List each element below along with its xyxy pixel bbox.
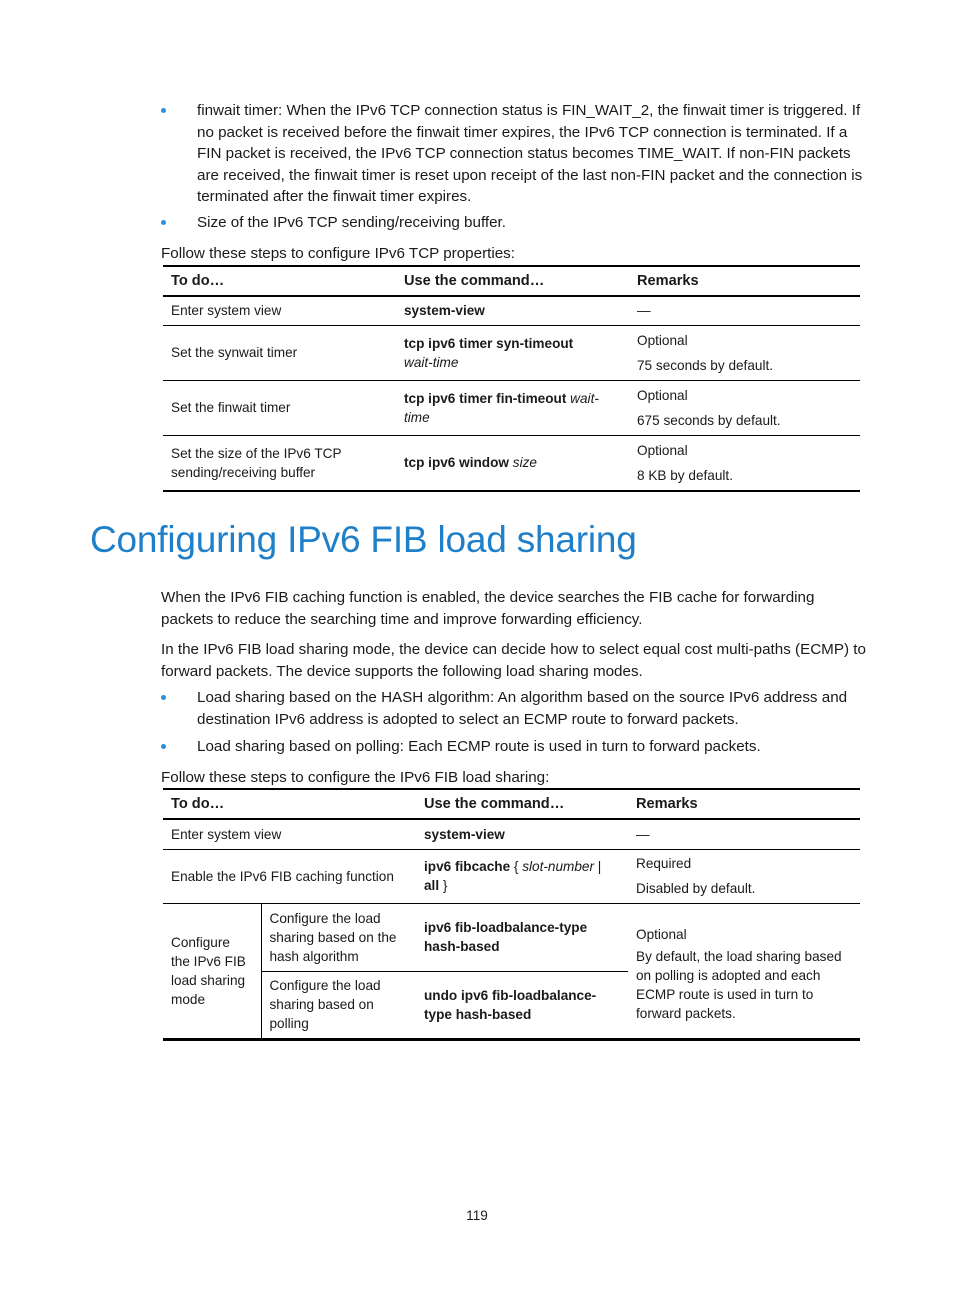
command-keyword: all: [424, 878, 440, 893]
remark-line: Disabled by default.: [636, 881, 756, 896]
command-pipe: |: [594, 859, 602, 874]
remark-line: 75 seconds by default.: [637, 357, 774, 373]
remark-cell: [628, 903, 860, 1039]
remark-line: By default, the load sharing based on polling is adopted and each ECMP route is used in turn to forward packets.: [636, 949, 842, 1021]
command-cell: [416, 903, 628, 971]
command-keyword: ipv6 fib-loadbalance-type hash-based: [424, 920, 588, 954]
command-cell: [396, 380, 629, 435]
todo-cell: Set the synwait timer: [171, 345, 298, 360]
tcp-intro: Follow these steps to configure IPv6 TCP properties:: [161, 245, 515, 262]
command-keyword: tcp ipv6 timer fin-timeout: [404, 390, 567, 406]
paragraph: When the IPv6 FIB caching function is enabled, the device searches the FIB cache for forwarding packets to reduce the searching time and improve forwarding efficiency.: [161, 589, 815, 628]
bullet-icon: [161, 744, 166, 749]
remark-cell: —: [637, 303, 651, 319]
remark-cell: —: [636, 826, 650, 842]
header-todo: To do…: [171, 272, 225, 289]
bullet-icon: [161, 220, 166, 225]
command-cell: [416, 819, 628, 849]
bullet-text: finwait timer: When the IPv6 TCP connection status is FIN_WAIT_2, the finwait timer is triggered. If no packet is received before the finwait timer expires, the IPv6 TCP connection is terminated. If a FIN packet is received, the IPv6 TCP connection status becomes TIME_WAIT. If non-FIN packets are received, the finwait timer is reset upon receipt of the last non-FIN packet and the connection is terminated after the finwait timer expires.: [197, 102, 863, 205]
table-row: [163, 903, 860, 971]
command-keyword: tcp ipv6 timer syn-timeout: [404, 335, 574, 351]
group-label-cell: Configure the IPv6 FIB load sharing mode: [163, 903, 261, 1039]
command-argument: wait-time: [404, 390, 599, 425]
table-row: [163, 435, 860, 491]
command-keyword: ipv6 fibcache: [424, 859, 511, 874]
command-argument: size: [512, 455, 537, 471]
command-keyword: tcp ipv6 window: [404, 455, 509, 471]
remark-line: 675 seconds by default.: [637, 412, 781, 428]
bullet-text: Load sharing based on the HASH algorithm: An algorithm based on the source IPv6 address and destination IPv6 address is adopted to select an ECMP route to forward packets.: [197, 689, 848, 728]
command-keyword: undo ipv6 fib-loadbalance-type hash-based: [424, 987, 597, 1022]
todo-cell: Enable the IPv6 FIB caching function: [171, 868, 394, 884]
table-header-row: [163, 789, 860, 819]
fib-config-table: [163, 788, 860, 1041]
remark-line: Optional: [636, 927, 687, 942]
command-keyword: system-view: [424, 826, 505, 842]
command-argument: wait-time: [404, 354, 459, 370]
command-brace: }: [439, 878, 448, 893]
command-cell: [416, 849, 628, 903]
section-title: Configuring IPv6 FIB load sharing: [90, 519, 637, 560]
todo-cell: Configure the load sharing based on the hash algorithm: [261, 903, 416, 971]
header-remarks: Remarks: [637, 272, 699, 289]
todo-cell: Set the finwait timer: [171, 400, 291, 415]
remark-cell: [629, 435, 860, 491]
command-cell: [416, 971, 628, 1039]
bullet-icon: [161, 695, 166, 700]
todo-cell: Set the size of the IPv6 TCP sending/receiving buffer: [171, 445, 342, 480]
header-command: Use the command…: [404, 272, 545, 289]
todo-cell: Configure the load sharing based on polling: [261, 971, 416, 1039]
remark-cell: [628, 849, 860, 903]
header-todo: To do…: [171, 795, 225, 812]
bullet-icon: [161, 108, 166, 113]
remark-cell: [629, 380, 860, 435]
table-row: [163, 296, 860, 325]
remark-line: Optional: [637, 442, 688, 458]
command-brace: {: [510, 859, 523, 874]
remark-line: 8 KB by default.: [637, 467, 733, 483]
remark-cell: [629, 325, 860, 380]
todo-cell: Enter system view: [171, 826, 282, 842]
command-cell: [396, 325, 629, 380]
command-argument: slot-number: [522, 859, 595, 874]
header-remarks: Remarks: [636, 795, 698, 812]
todo-cell: Enter system view: [171, 303, 282, 319]
command-cell: [396, 296, 629, 325]
table-row: [163, 849, 860, 903]
header-command: Use the command…: [424, 795, 565, 812]
table-row: [163, 380, 860, 435]
command-cell: [396, 435, 629, 491]
table-header-row: [163, 266, 860, 296]
command-keyword: system-view: [404, 303, 485, 319]
paragraph: In the IPv6 FIB load sharing mode, the device can decide how to select equal cost multi-paths (ECMP) to forward packets. The device supports the following load sharing modes.: [161, 641, 866, 680]
bullet-text: Size of the IPv6 TCP sending/receiving buffer.: [197, 214, 506, 231]
bullet-text: Load sharing based on polling: Each ECMP route is used in turn to forward packets.: [197, 738, 761, 755]
page-number: 119: [466, 1208, 488, 1223]
tcp-config-table: [163, 265, 860, 492]
fib-intro: Follow these steps to configure the IPv6 FIB load sharing:: [161, 769, 550, 786]
remark-line: Optional: [637, 387, 688, 403]
remark-line: Required: [636, 856, 692, 871]
table-row: [163, 325, 860, 380]
table-row: [163, 819, 860, 849]
remark-line: Optional: [637, 332, 688, 348]
